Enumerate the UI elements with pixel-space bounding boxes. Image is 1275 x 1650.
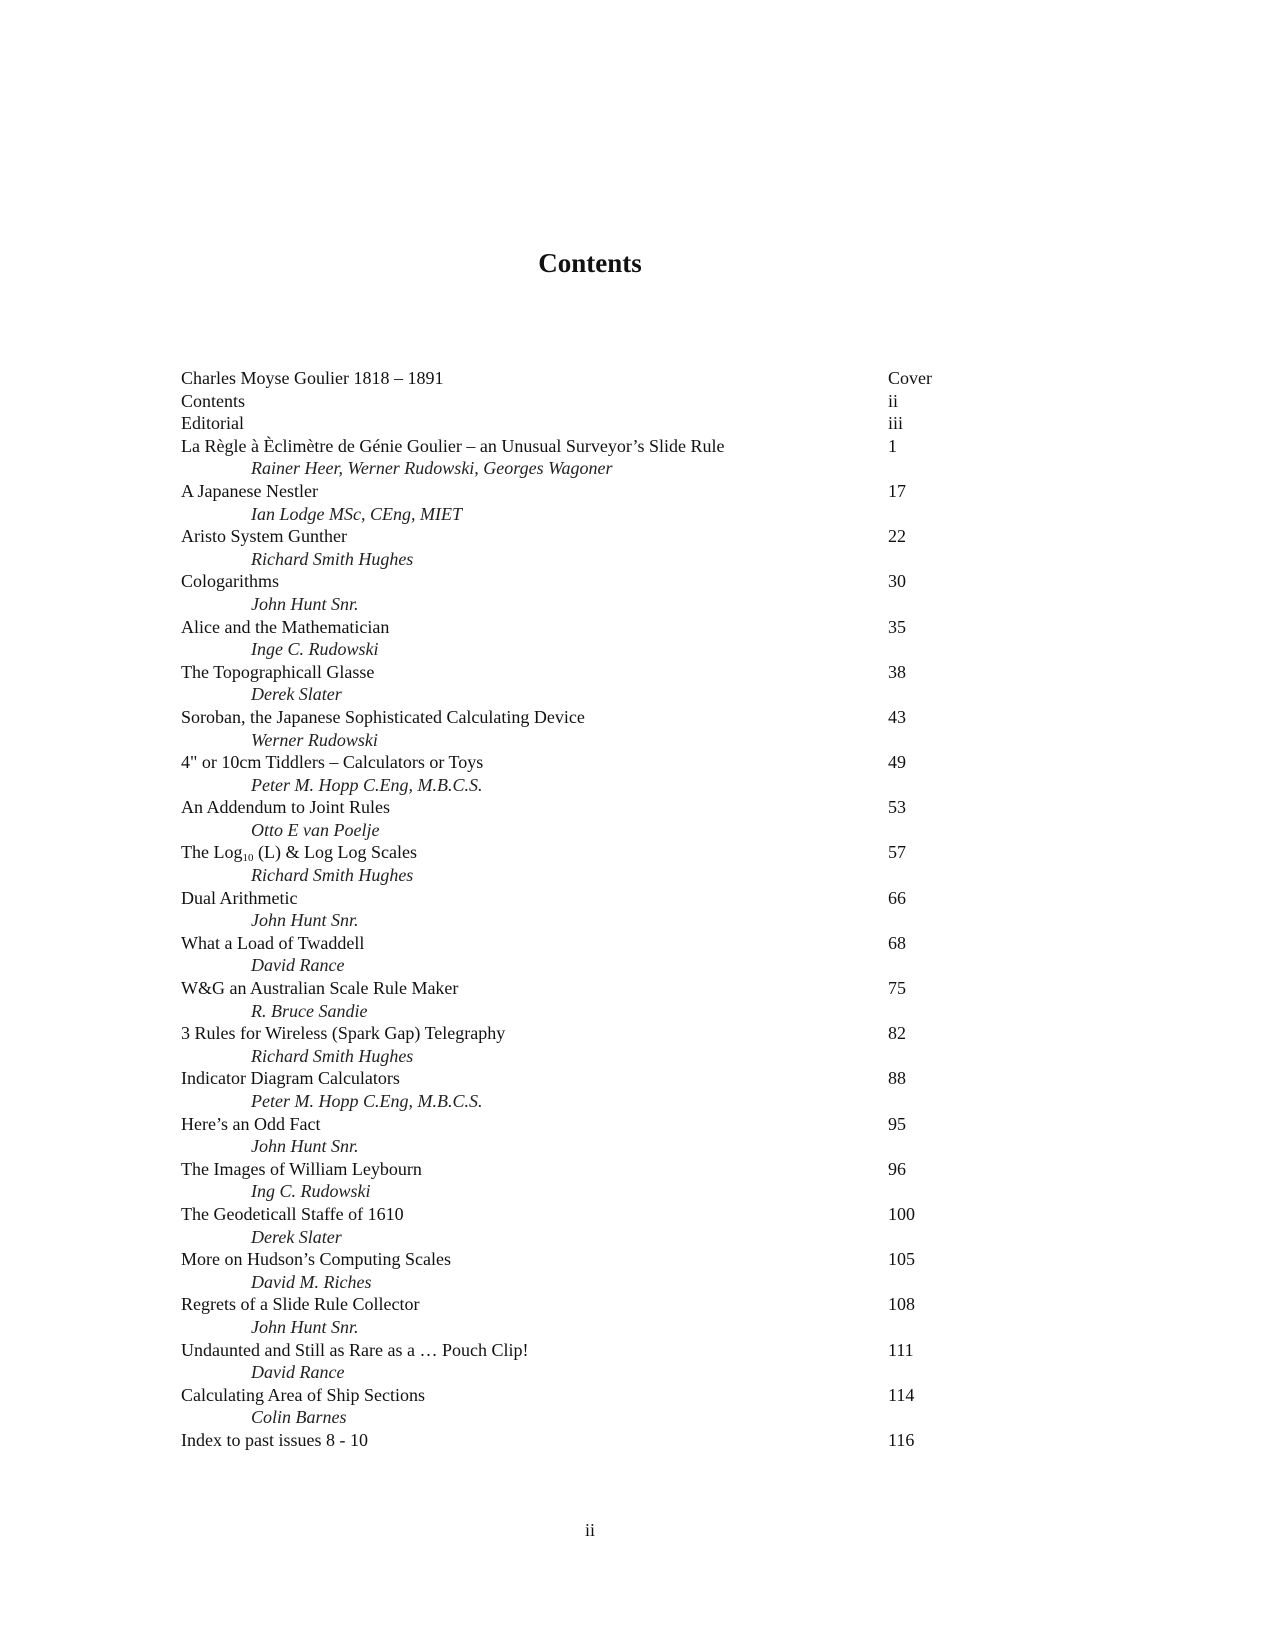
toc-entry-title-subscript: 10 [242, 852, 254, 865]
toc-entry [181, 977, 981, 1000]
toc-entry-page: 100 [888, 1203, 915, 1224]
toc-entry-page: 53 [888, 797, 906, 818]
toc-entry-title: Undaunted and Still as Rare as a … Pouch Clip! [181, 1339, 529, 1360]
toc-entry [181, 1113, 981, 1136]
toc-entry-title: Alice and the Mathematician [181, 616, 390, 637]
toc-entry [181, 932, 981, 955]
toc-entry-page: 108 [888, 1294, 915, 1315]
toc-entry-title: What a Load of Twaddell [181, 932, 365, 953]
toc-entry-author: John Hunt Snr. [251, 1136, 359, 1157]
toc-entry-title-end: (L) & Log Log Scales [253, 842, 417, 863]
toc-entry [181, 1339, 981, 1362]
toc-entry [181, 1022, 981, 1045]
toc-entry-author: Inge C. Rudowski [251, 639, 379, 660]
toc-entry-page: 88 [888, 1068, 906, 1089]
toc-entry-page: 1 [888, 435, 897, 456]
toc-entry-title: Charles Moyse Goulier 1818 – 1891 [181, 368, 444, 388]
toc-entry-author: R. Bruce Sandie [251, 1000, 368, 1021]
page-number: ii [584, 1520, 595, 1540]
toc-entry [181, 1158, 981, 1181]
toc-entry-title: Indicator Diagram Calculators [181, 1068, 400, 1089]
toc-entry-page: 95 [888, 1113, 906, 1134]
toc-entry-title: The Images of William Leybourn [181, 1158, 422, 1179]
page-title: Contents [538, 248, 642, 278]
toc-entry-author: Richard Smith Hughes [251, 865, 414, 886]
toc-entry-page: 66 [888, 887, 906, 908]
toc-entry-title: Editorial [181, 413, 244, 434]
toc-entry [181, 706, 981, 729]
toc-entry-author: John Hunt Snr. [251, 593, 359, 614]
toc-entry-page: 22 [888, 526, 906, 547]
toc-entry [181, 435, 981, 458]
toc-entry-page: 17 [888, 480, 906, 501]
toc-entry [181, 661, 981, 684]
toc-entry-page: 38 [888, 661, 906, 682]
toc-entry-author: David Rance [251, 1362, 345, 1383]
toc-entry-title: Contents [181, 390, 246, 411]
toc-entry-author: John Hunt Snr. [251, 910, 359, 931]
toc-entry-author: Rainer Heer, Werner Rudowski, Georges Wagoner [251, 458, 613, 479]
toc-entry [181, 751, 981, 774]
toc-entry-title: Aristo System Gunther [181, 526, 347, 547]
toc-entry-author: Otto E van Poelje [251, 819, 380, 840]
toc-entry [181, 796, 981, 819]
toc-entry [181, 616, 981, 639]
toc-entry-title: 3 Rules for Wireless (Spark Gap) Telegraphy [181, 1023, 506, 1044]
toc-entry-author: Peter M. Hopp C.Eng, M.B.C.S. [251, 1091, 483, 1111]
toc-entry-page: Cover [888, 368, 932, 388]
toc-entry-title: The Geodeticall Staffe of 1610 [181, 1203, 404, 1224]
toc-entry-author: Richard Smith Hughes [251, 1045, 414, 1066]
toc-entry-author: Derek Slater [251, 1226, 342, 1247]
toc-entry-title: Cologarithms [181, 571, 279, 592]
toc-entry-page: 75 [888, 978, 906, 999]
toc-entry-title: Calculating Area of Ship Sections [181, 1384, 425, 1405]
toc-entry-title-start: The Log [181, 842, 243, 863]
toc-entry-page: 114 [888, 1384, 915, 1405]
toc-entry [181, 390, 981, 413]
toc-entry [181, 1248, 981, 1271]
toc-entry-page: 30 [888, 571, 906, 592]
toc-entry-page: 82 [888, 1023, 906, 1044]
toc-entry [181, 1067, 981, 1090]
toc-entry [181, 1293, 981, 1316]
toc-entry-author: Derek Slater [251, 684, 342, 705]
toc-entry-title: La Règle à Èclimètre de Génie Goulier – an Unusual Surveyor’s Slide Rule [181, 435, 725, 456]
toc-entry-title: The Topographicall Glasse [181, 661, 375, 682]
toc-entry-title: An Addendum to Joint Rules [181, 797, 391, 818]
toc-entry-title: More on Hudson’s Computing Scales [181, 1249, 451, 1270]
toc-entry-author: David M. Riches [251, 1271, 372, 1292]
toc-entry [181, 525, 981, 548]
toc-entry-page: 116 [888, 1429, 915, 1450]
toc-entry [181, 1429, 981, 1452]
toc-entry [181, 412, 981, 435]
toc-entry-page: 111 [888, 1339, 914, 1360]
toc-entry-title: Index to past issues 8 - 10 [181, 1429, 368, 1450]
toc-entry-title: Soroban, the Japanese Sophisticated Calculating Device [181, 706, 585, 727]
toc-entry-title: Here’s an Odd Fact [181, 1113, 321, 1134]
toc-entry-page: 49 [888, 752, 906, 773]
toc-entry-page: 35 [888, 616, 906, 637]
toc-entry [181, 887, 981, 910]
toc-entry-author: Ian Lodge MSc, CEng, MIET [251, 503, 462, 524]
toc-entry-author: Colin Barnes [251, 1407, 347, 1428]
toc-entry-title: Regrets of a Slide Rule Collector [181, 1294, 420, 1315]
toc-entry-title: W&G an Australian Scale Rule Maker [181, 978, 459, 999]
toc-entry-title [181, 841, 417, 864]
toc-entry-author: Werner Rudowski [251, 729, 378, 750]
toc-entry [181, 841, 981, 864]
toc-entry-page: 68 [888, 932, 906, 953]
toc-entry-page: 43 [888, 706, 906, 727]
toc-entry-page: ii [888, 390, 899, 411]
toc-entry-author: Peter M. Hopp C.Eng, M.B.C.S. [251, 774, 483, 795]
toc-entry [181, 1203, 981, 1226]
toc-entry-page: 57 [888, 842, 906, 863]
toc-entry-title: A Japanese Nestler [181, 480, 318, 501]
toc-entry-author: Richard Smith Hughes [251, 548, 414, 569]
toc-entry-page: 105 [888, 1249, 915, 1270]
toc-entry-author: Ing C. Rudowski [251, 1181, 371, 1202]
toc-entry-title: 4" or 10cm Tiddlers – Calculators or Toys [181, 752, 484, 773]
toc-entry [181, 367, 981, 390]
toc-entry-page: 96 [888, 1158, 906, 1179]
toc-entry [181, 570, 981, 593]
toc-entry-title: Dual Arithmetic [181, 887, 298, 908]
toc-entry-author: John Hunt Snr. [251, 1316, 359, 1337]
toc-entry [181, 1384, 981, 1407]
table-of-contents [181, 367, 981, 1452]
toc-entry [181, 480, 981, 503]
toc-entry-page: iii [888, 413, 904, 434]
toc-entry-author: David Rance [251, 955, 345, 976]
